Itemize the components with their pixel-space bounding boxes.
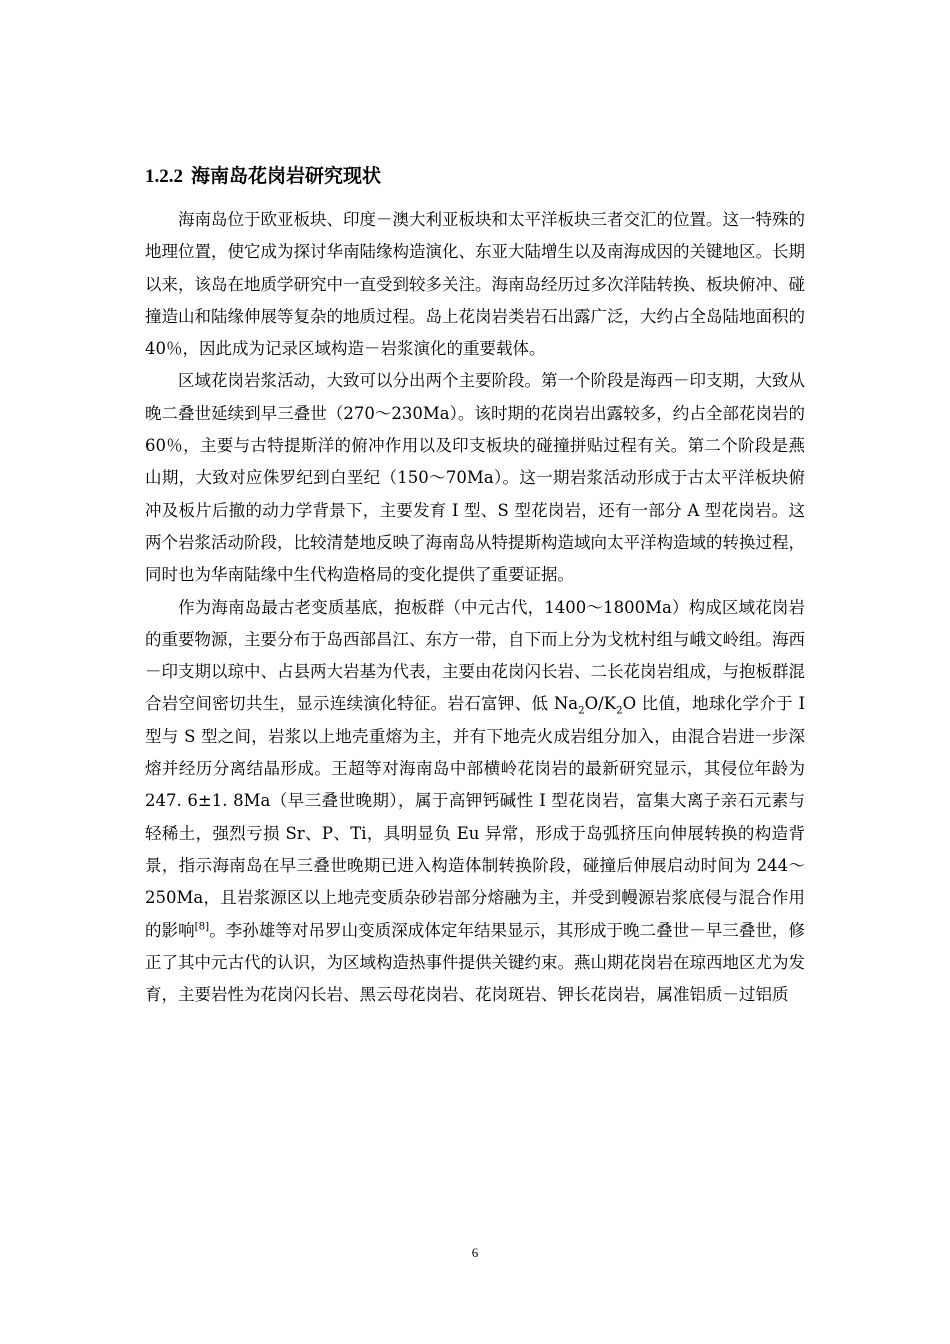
paragraph-3-part-c: O 比值，地球化学介于 I 型与 S 型之间，岩浆以上地壳重熔为主，并有下地壳火成岩组分加入，由混合岩进一步深熔并经历分离结晶形成。王超等对海南岛中部横岭花岗岩的最新研究显示，其侵位年龄为 247. 6±1. 8Ma（早三叠世晚期），属于高钾钙碱性 I 型花岗岩，富集大离子亲石元素与轻稀土，强烈亏损 Sr、P、Ti，具明显负 Eu 异常，形成于岛弧挤压向伸展转换的构造背景，指示海南岛在早三叠世晚期已进入构造体制转换阶段，碰撞后伸展启动时间为 244～250Ma，且岩浆源区以上地壳变质杂砂岩部分熔融为主，并受到幔源岩浆底侵与混合作用的影响: [145, 694, 805, 940]
citation-reference: [8]: [194, 921, 210, 933]
section-number: 1.2.2: [145, 166, 183, 187]
paragraph-3: [145, 592, 805, 1012]
body-text: [145, 204, 805, 1011]
paragraph-1: 海南岛位于欧亚板块、印度－澳大利亚板块和太平洋板块三者交汇的位置。这一特殊的地理位置，使它成为探讨华南陆缘构造演化、东亚大陆增生以及南海成因的关键地区。长期以来，该岛在地质学研究中一直受到较多关注。海南岛经历过多次洋陆转换、板块俯冲、碰撞造山和陆缘伸展等复杂的地质过程。岛上花岗岩类岩石出露广泛，大约占全岛陆地面积的 40％，因此成为记录区域构造－岩浆演化的重要载体。: [145, 210, 805, 359]
subscript-2: 2: [616, 705, 623, 717]
page-number: 6: [471, 1245, 479, 1260]
paragraph-3-part-a: 作为海南岛最古老变质基底，抱板群（中元古代，1400～1800Ma）构成区域花岗岩的重要物源，主要分布于岛西部昌江、东方一带，自下而上分为戈枕村组与峨文岭组。海西－印支期以琼中、占县两大岩基为代表，主要由花岗闪长岩、二长花岗岩组成，与抱板群混合岩空间密切共生，显示连续演化特征。岩石富钾、低 Na: [145, 597, 805, 714]
paragraph-2: 区域花岗岩浆活动，大致可以分出两个主要阶段。第一个阶段是海西－印支期，大致从晚二叠世延续到早三叠世（270～230Ma）。该时期的花岗岩出露较多，约占全部花岗岩的 60％，主要与古特提斯洋的俯冲作用以及印支板块的碰撞拼贴过程有关。第二个阶段是燕山期，大致对应侏罗纪到白垩纪（150～70Ma）。这一期岩浆活动形成于古太平洋板块俯冲及板片后撤的动力学背景下，主要发育 I 型、S 型花岗岩，还有一部分 A 型花岗岩。这两个岩浆活动阶段，比较清楚地反映了海南岛从特提斯构造域向太平洋构造域的转换过程，同时也为华南陆缘中生代构造格局的变化提供了重要证据。: [145, 371, 805, 585]
subscript-2: 2: [578, 705, 585, 717]
paragraph-3-part-b: O/K: [584, 694, 617, 714]
section-heading: [145, 160, 381, 193]
section-title: 海南岛花岗岩研究现状: [191, 165, 382, 187]
paragraph-3-part-d: 。李孙雄等对吊罗山变质深成体定年结果显示，其形成于晚二叠世－早三叠世，修正了其中元古代的认识，为区域构造热事件提供关键约束。燕山期花岗岩在琼西地区尤为发育，主要岩性为花岗闪长岩、黑云母花岗岩、花岗斑岩、钾长花岗岩，属准铝质－过铝质: [145, 920, 806, 1005]
